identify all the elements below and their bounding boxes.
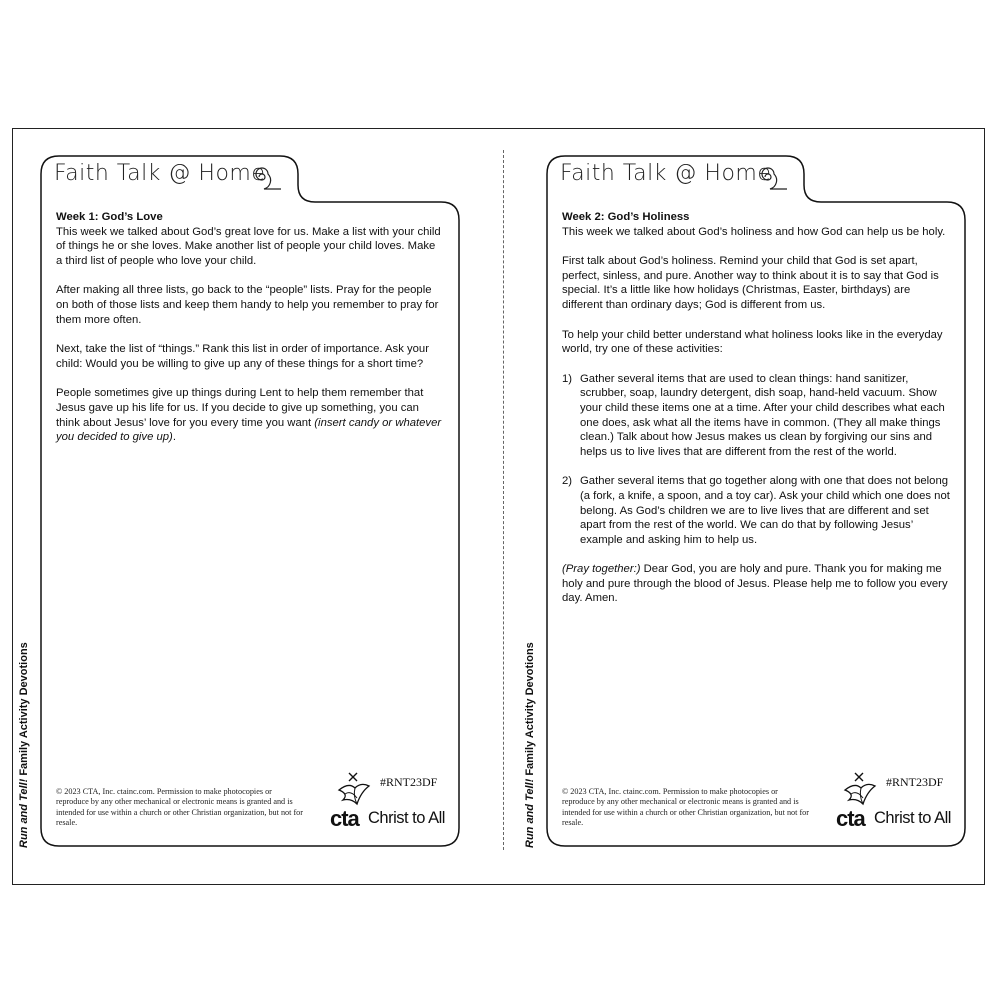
list-item: 1) Gather several items that are used to clean things: hand sanitizer, scrubber, soap, laundry detergent, dish soap, hand-held vacuum. Show your child these items one at a time. After your child describes what each one does, ask what all the items have in common. (They all make things clean.) Talk about how Jesus makes us clean by forgiving our sins and helps us to live lives that are different from the rest of the world. [562,372,945,458]
paragraph-1: This week we talked about God’s great love for us. Make a list with your child of things he or she loves. Make another list of people your child loves. Make a third list of people who love your child. [56,225,441,267]
paragraph-2: To help your child better understand what holiness looks like in the everyday world, try one of these activities: [562,328,943,356]
card-content [562,210,950,621]
logo-cta-text: cta [330,806,359,831]
card-week-1 [40,155,460,847]
card-title: Faith Talk @ Home [54,161,266,186]
paragraph-2: After making all three lists, go back to the “people” lists. Pray for the people on both of those lists and keep them handy to help you remember to pray for them more often. [56,284,439,326]
paragraph-4: People sometimes give up things during Lent to help them remember that Jesus gave up his life for us. If you decide to give up something, you can think about Jesus’ love for you every time you want (insert candy or whatever you decided to give up). [56,387,442,444]
card-content [56,210,444,460]
cut-line [503,150,504,850]
swirl-icon [753,163,789,193]
card-week-2 [546,155,966,847]
logo-tagline: Christ to All [368,809,445,827]
swirl-icon [247,163,283,193]
copyright-notice: © 2023 CTA, Inc. ctainc.com. Permission to make photocopies or reproduce by any other mechanical or electronic means is granted and is intended for use within a church or other Christian organization, but not for resale. [56,787,304,827]
paragraph-3: Next, take the list of “things.” Rank this list in order of importance. Ask your child: Would you be willing to give up any of these things for a short time? [56,343,429,370]
card-title: Faith Talk @ Home [560,161,772,186]
logo-cta-text: cta [836,806,865,831]
side-label-right: Run and Tell! Family Activity Devotions [524,642,536,848]
dove-cross-icon [841,770,881,810]
copyright-notice: © 2023 CTA, Inc. ctainc.com. Permission to make photocopies or reproduce by any other mechanical or electronic means is granted and is intended for use within a church or other Christian organization, but not for resale. [562,787,810,827]
intro-paragraph: This week we talked about God’s holiness and how God can help us be holy. [562,225,946,238]
product-code: #RNT23DF [380,775,438,789]
dove-cross-icon [335,770,375,810]
side-label-left: Run and Tell! Family Activity Devotions [18,642,30,848]
week-heading: Week 1: God’s Love [56,211,163,223]
week-heading: Week 2: God’s Holiness [562,211,690,223]
activity-list [562,372,950,548]
list-item: 2) Gather several items that go together along with one that does not belong (a fork, a knife, a spoon, and a toy car). Ask your child which one does not belong. As God’s children we are to live lives that are different and set apart from the rest of the world. We can do that by following Jesus’ example and asking him to help us. [562,475,950,546]
product-code: #RNT23DF [886,775,944,789]
logo-tagline: Christ to All [874,809,951,827]
paragraph-1: First talk about God’s holiness. Remind your child that God is set apart, perfect, sinless, and pure. Another way to think about it is to say that God is special. It’s a little like how holidays (Christmas, Easter, birthdays) are different than ordinary days; God is different from us. [562,255,939,311]
prayer-paragraph: (Pray together:) Dear God, you are holy and pure. Thank you for making me holy and pure through the blood of Jesus. Please help me to follow you every day. Amen. [562,563,948,605]
